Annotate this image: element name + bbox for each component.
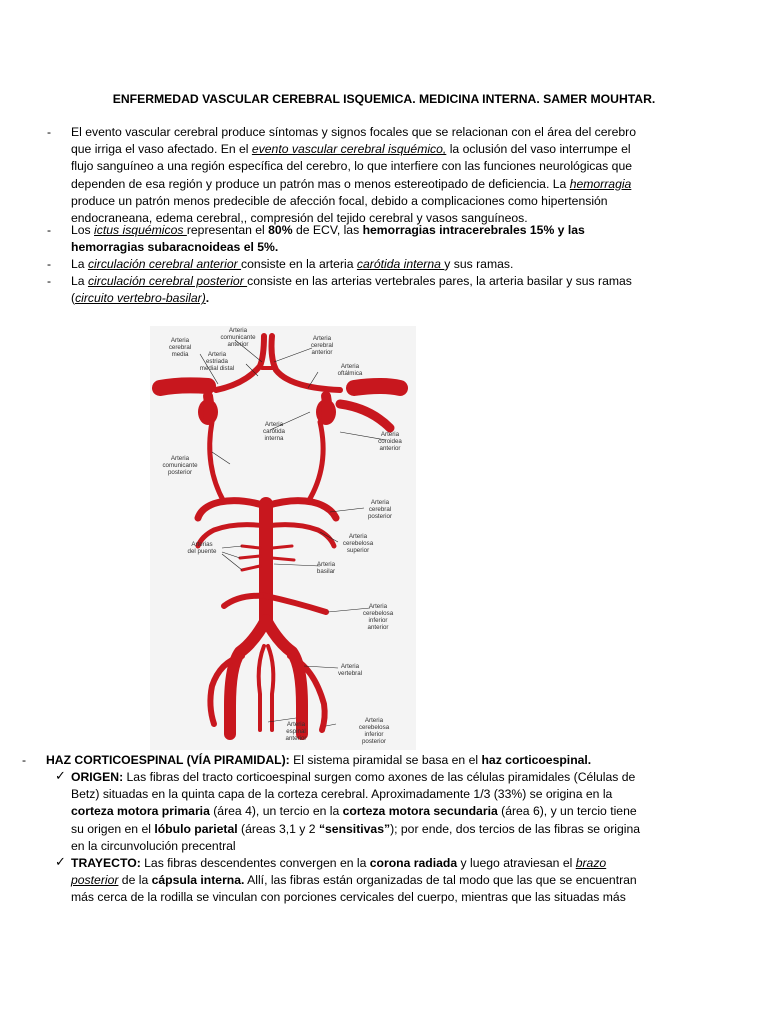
bullet-dash: -	[47, 223, 52, 237]
text-span: ); por ende, dos tercios de las fibras se origina	[390, 821, 641, 836]
label-coroidea-anterior: Arteria coroidea anterior	[378, 431, 402, 452]
section-origen	[71, 769, 689, 857]
label-estriada-medial: Arteria estriada medial distal	[199, 351, 235, 372]
text-span: Las fibras del tracto corticoespinal surgen como axones de las células piramidales (Células de	[123, 770, 636, 784]
label-carotida-interna: Arteria carótida interna	[262, 421, 286, 442]
label-cerebelosa-superior: Arteria cerebelosa superior	[342, 533, 374, 554]
bullet-dash: -	[47, 125, 52, 139]
bullet-dash: -	[22, 753, 27, 767]
label-cerebral-posterior: Arteria cerebral posterior	[367, 499, 393, 520]
term-ictus: ictus isquémicos	[94, 223, 187, 237]
superior-cerebellar-right	[266, 525, 334, 546]
posterior-communicating-left	[210, 422, 224, 502]
section-trayecto	[71, 855, 689, 909]
bullet-evento-vascular	[47, 124, 727, 228]
text-span: consiste en las arterias vertebrales pares, la arteria basilar y sus ramas	[247, 274, 632, 288]
text-line	[71, 222, 731, 239]
text-span: Los	[71, 223, 95, 237]
text-line: en la circunvolución precentral	[71, 838, 236, 853]
middle-cerebral-left	[160, 385, 208, 388]
bullet-dash: -	[47, 257, 52, 271]
text-line	[71, 855, 689, 872]
text-span: Las fibras descendentes convergen en la	[140, 856, 370, 870]
text-line	[46, 752, 736, 769]
term-brazo: brazo	[575, 856, 607, 870]
bold-span: haz corticoespinal.	[481, 753, 592, 767]
text-line	[71, 176, 731, 193]
middle-cerebral-right	[354, 386, 400, 388]
posterior-communicating-right	[308, 422, 323, 502]
text-line	[71, 273, 731, 290]
ophthalmic-artery	[340, 404, 390, 428]
heading-haz: HAZ CORTICOESPINAL (VÍA PIRAMIDAL):	[46, 753, 290, 767]
text-line	[71, 290, 731, 307]
text-span: El sistema piramidal se basa en el	[289, 753, 482, 767]
bullet-dash: -	[47, 274, 52, 288]
bold-span: “sensitivas”	[318, 821, 391, 836]
text-line	[71, 141, 731, 158]
text-span: que irriga el vaso afectado. En el	[71, 142, 252, 157]
posterior-cerebral-right	[266, 501, 336, 518]
bullet-ictus	[47, 222, 727, 258]
bold-span: lóbulo parietal	[154, 821, 238, 836]
text-line: produce un patrón menos predecible de afección focal, debido a complicaciones como hipertensión	[71, 193, 608, 208]
label-comunicante-posterior: Arteria comunicante posterior	[162, 455, 198, 476]
checkmark-icon: ✓	[55, 854, 66, 869]
bullet-circulacion-anterior	[47, 256, 727, 274]
heading-origen: ORIGEN:	[71, 770, 124, 784]
label-cerebelosa-inferior-posterior: Arteria cerebelosa inferior posterior	[358, 717, 390, 745]
bold-span: hemorragias intracerebrales 15% y las	[362, 223, 585, 237]
heading-trayecto: TRAYECTO:	[71, 856, 141, 870]
text-line: endocraneana, edema cerebral,, compresión del tejido cerebral y vasos sanguíneos.	[71, 211, 528, 226]
label-arterias-del-puente: Arterias del puente	[187, 541, 217, 555]
label-cerebelosa-inferior-anterior: Arteria cerebelosa inferior anterior	[362, 603, 394, 631]
label-cerebral-media: Arteria cerebral media	[168, 337, 192, 358]
text-span: consiste en la arteria	[241, 257, 357, 271]
text-span: de ECV, las	[292, 223, 363, 237]
bold-span: hemorragias subaracnoideas el 5%.	[71, 240, 279, 255]
text-span: La	[71, 257, 88, 271]
text-line	[71, 803, 689, 820]
text-span: .	[205, 291, 210, 306]
anterior-spinal	[259, 646, 264, 730]
text-span: representan el	[186, 223, 269, 237]
term-carotida-interna: carótida interna	[356, 257, 445, 271]
text-span: la oclusión del vaso interrumpe el	[446, 142, 631, 157]
text-span: y sus ramas.	[444, 257, 514, 271]
text-line: flujo sanguíneo a una región específica del cerebro, lo que interfiere con las funciones neurológicas que	[71, 159, 632, 174]
bold-span: corona radiada	[369, 856, 458, 870]
text-line: Betz) situadas en la quinta capa de la corteza cerebral. Aproximadamente 1/3 (33%) se origina en la	[71, 787, 613, 802]
term-circulacion-anterior: circulación cerebral anterior	[87, 257, 242, 271]
text-span: dependen de esa región y produce un patrón mas o menos estereotipado de deficiencia. La	[71, 176, 570, 191]
text-line: más cerca de la rodilla se vinculan con porciones cervicales del cuerpo, mientras que las situadas más	[71, 890, 626, 905]
bold-span: corteza motora primaria	[71, 804, 210, 819]
aica-right	[266, 596, 326, 612]
document-title: ENFERMEDAD VASCULAR CEREBRAL ISQUEMICA. MEDICINA INTERNA. SAMER MOUHTAR.	[112, 92, 656, 106]
text-span: (áreas 3,1 y 2	[237, 821, 319, 836]
text-line	[71, 769, 689, 786]
text-span: (área 6), y un tercio tiene	[497, 804, 637, 819]
text-span: su origen en el	[71, 821, 155, 836]
term-vertebro-basilar: circuito vertebro-basilar)	[75, 291, 206, 306]
text-span: La	[71, 274, 88, 288]
section-haz-corticoespinal	[22, 752, 742, 770]
label-cerebral-anterior: Arteria cerebral anterior	[310, 335, 334, 356]
checkmark-icon: ✓	[55, 768, 66, 783]
posterior-cerebral-left	[198, 501, 266, 518]
text-line	[71, 256, 731, 273]
bold-span: cápsula interna.	[151, 873, 245, 888]
text-span: Allí, las fibras están organizadas de tal modo que las que se encuentran	[244, 873, 637, 888]
text-line	[71, 821, 689, 838]
label-oftalmica: Arteria oftálmica	[337, 363, 363, 377]
term-posterior: posterior	[71, 873, 119, 888]
artery-diagram	[150, 326, 416, 750]
bold-span: corteza motora secundaria	[342, 804, 498, 819]
text-line: El evento vascular cerebral produce síntomas y signos focales que se relacionan con el área del cerebro	[71, 125, 637, 139]
bullet-circulacion-posterior	[47, 273, 727, 309]
text-span: de la	[118, 873, 152, 888]
term-circulacion-posterior: circulación cerebral posterior	[87, 274, 248, 288]
term-evento-isquemico: evento vascular cerebral isquémico,	[251, 142, 447, 157]
label-comunicante-anterior: Arteria comunicante anterior	[220, 327, 256, 348]
bold-span: 80%	[268, 223, 293, 237]
text-line	[71, 239, 731, 256]
circle-of-willis-figure	[150, 326, 416, 750]
label-espinal-anterior: Arteria espinal anterior	[285, 721, 307, 742]
text-span: (	[71, 291, 76, 306]
label-vertebral: Arteria vertebral	[337, 663, 363, 677]
text-line	[71, 872, 689, 889]
text-span: (área 4), un tercio en la	[209, 804, 343, 819]
term-hemorragia: hemorragia	[569, 176, 632, 191]
text-span: y luego atraviesan el	[457, 856, 576, 870]
label-basilar: Arteria basilar	[316, 561, 336, 575]
